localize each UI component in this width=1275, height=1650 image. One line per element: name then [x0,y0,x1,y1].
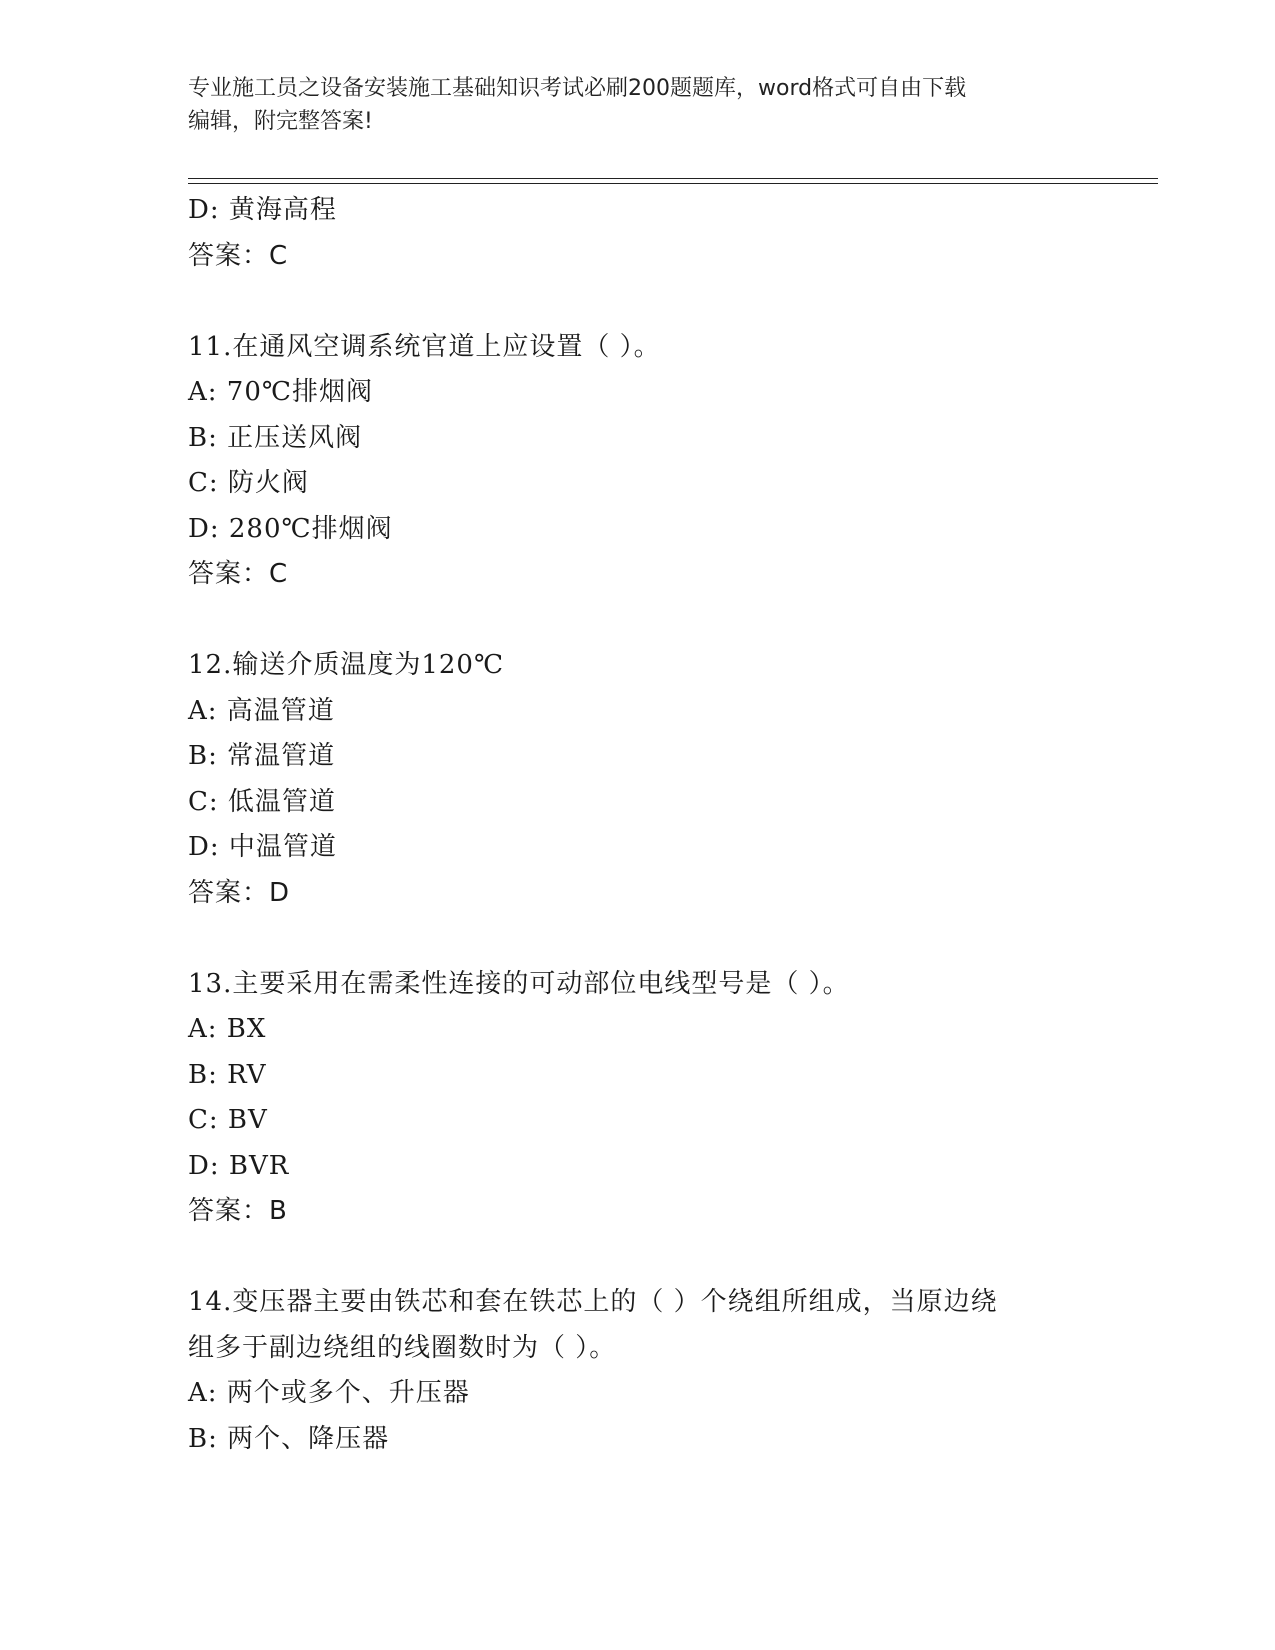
question-stem-line-2: 组多于副边绕组的线圈数时为（ ）。 [188,1332,617,1363]
option-d: D: 中温管道 [188,832,337,862]
question-14 [188,1280,1088,1462]
question-stem: 11.在通风空调系统官道上应设置（ ）。 [188,331,661,362]
option-d: D: BVR [188,1150,290,1181]
spacer [188,598,1088,644]
option-a: A: 两个或多个、升压器 [188,1378,470,1408]
question-stem: 12.输送介质温度为120℃ [188,650,505,680]
header-divider-bottom [188,183,1158,184]
answer: 答案：C [188,559,289,589]
answer: 答案：D [188,877,291,908]
option-c: C: 防火阀 [188,468,309,498]
question-12 [188,643,1088,916]
document-header [188,72,1088,138]
option-c: C: BV [188,1105,268,1135]
option-b: B: 常温管道 [188,741,336,771]
option-a: A: BX [188,1014,267,1044]
spacer [188,279,1088,325]
option-b: B: RV [188,1059,267,1090]
header-divider-top [188,178,1158,179]
header-line-1: 专业施工员之设备安装施工基础知识考试必刷200题题库，word格式可自由下载 [188,76,967,101]
fragment-answer: 答案：C [188,240,289,271]
option-c: C: 低温管道 [188,786,336,817]
option-d: D: 280℃排烟阀 [188,513,393,544]
option-b: B: 正压送风阀 [188,422,363,453]
option-a: A: 70℃排烟阀 [188,377,373,407]
header-line-2: 编辑，附完整答案! [188,109,373,134]
option-b: B: 两个、降压器 [188,1423,390,1454]
spacer [188,1235,1088,1281]
option-a: A: 高温管道 [188,695,335,726]
question-stem: 13.主要采用在需柔性连接的可动部位电线型号是（ ）。 [188,968,850,999]
question-content [188,188,1088,1462]
question-11 [188,325,1088,598]
question-13 [188,962,1088,1235]
spacer [188,916,1088,962]
question-stem-line-1: 14.变压器主要由铁芯和套在铁芯上的（ ）个绕组所组成，当原边绕 [188,1287,998,1317]
fragment-option-d: D: 黄海高程 [188,195,337,225]
answer: 答案：B [188,1196,288,1226]
